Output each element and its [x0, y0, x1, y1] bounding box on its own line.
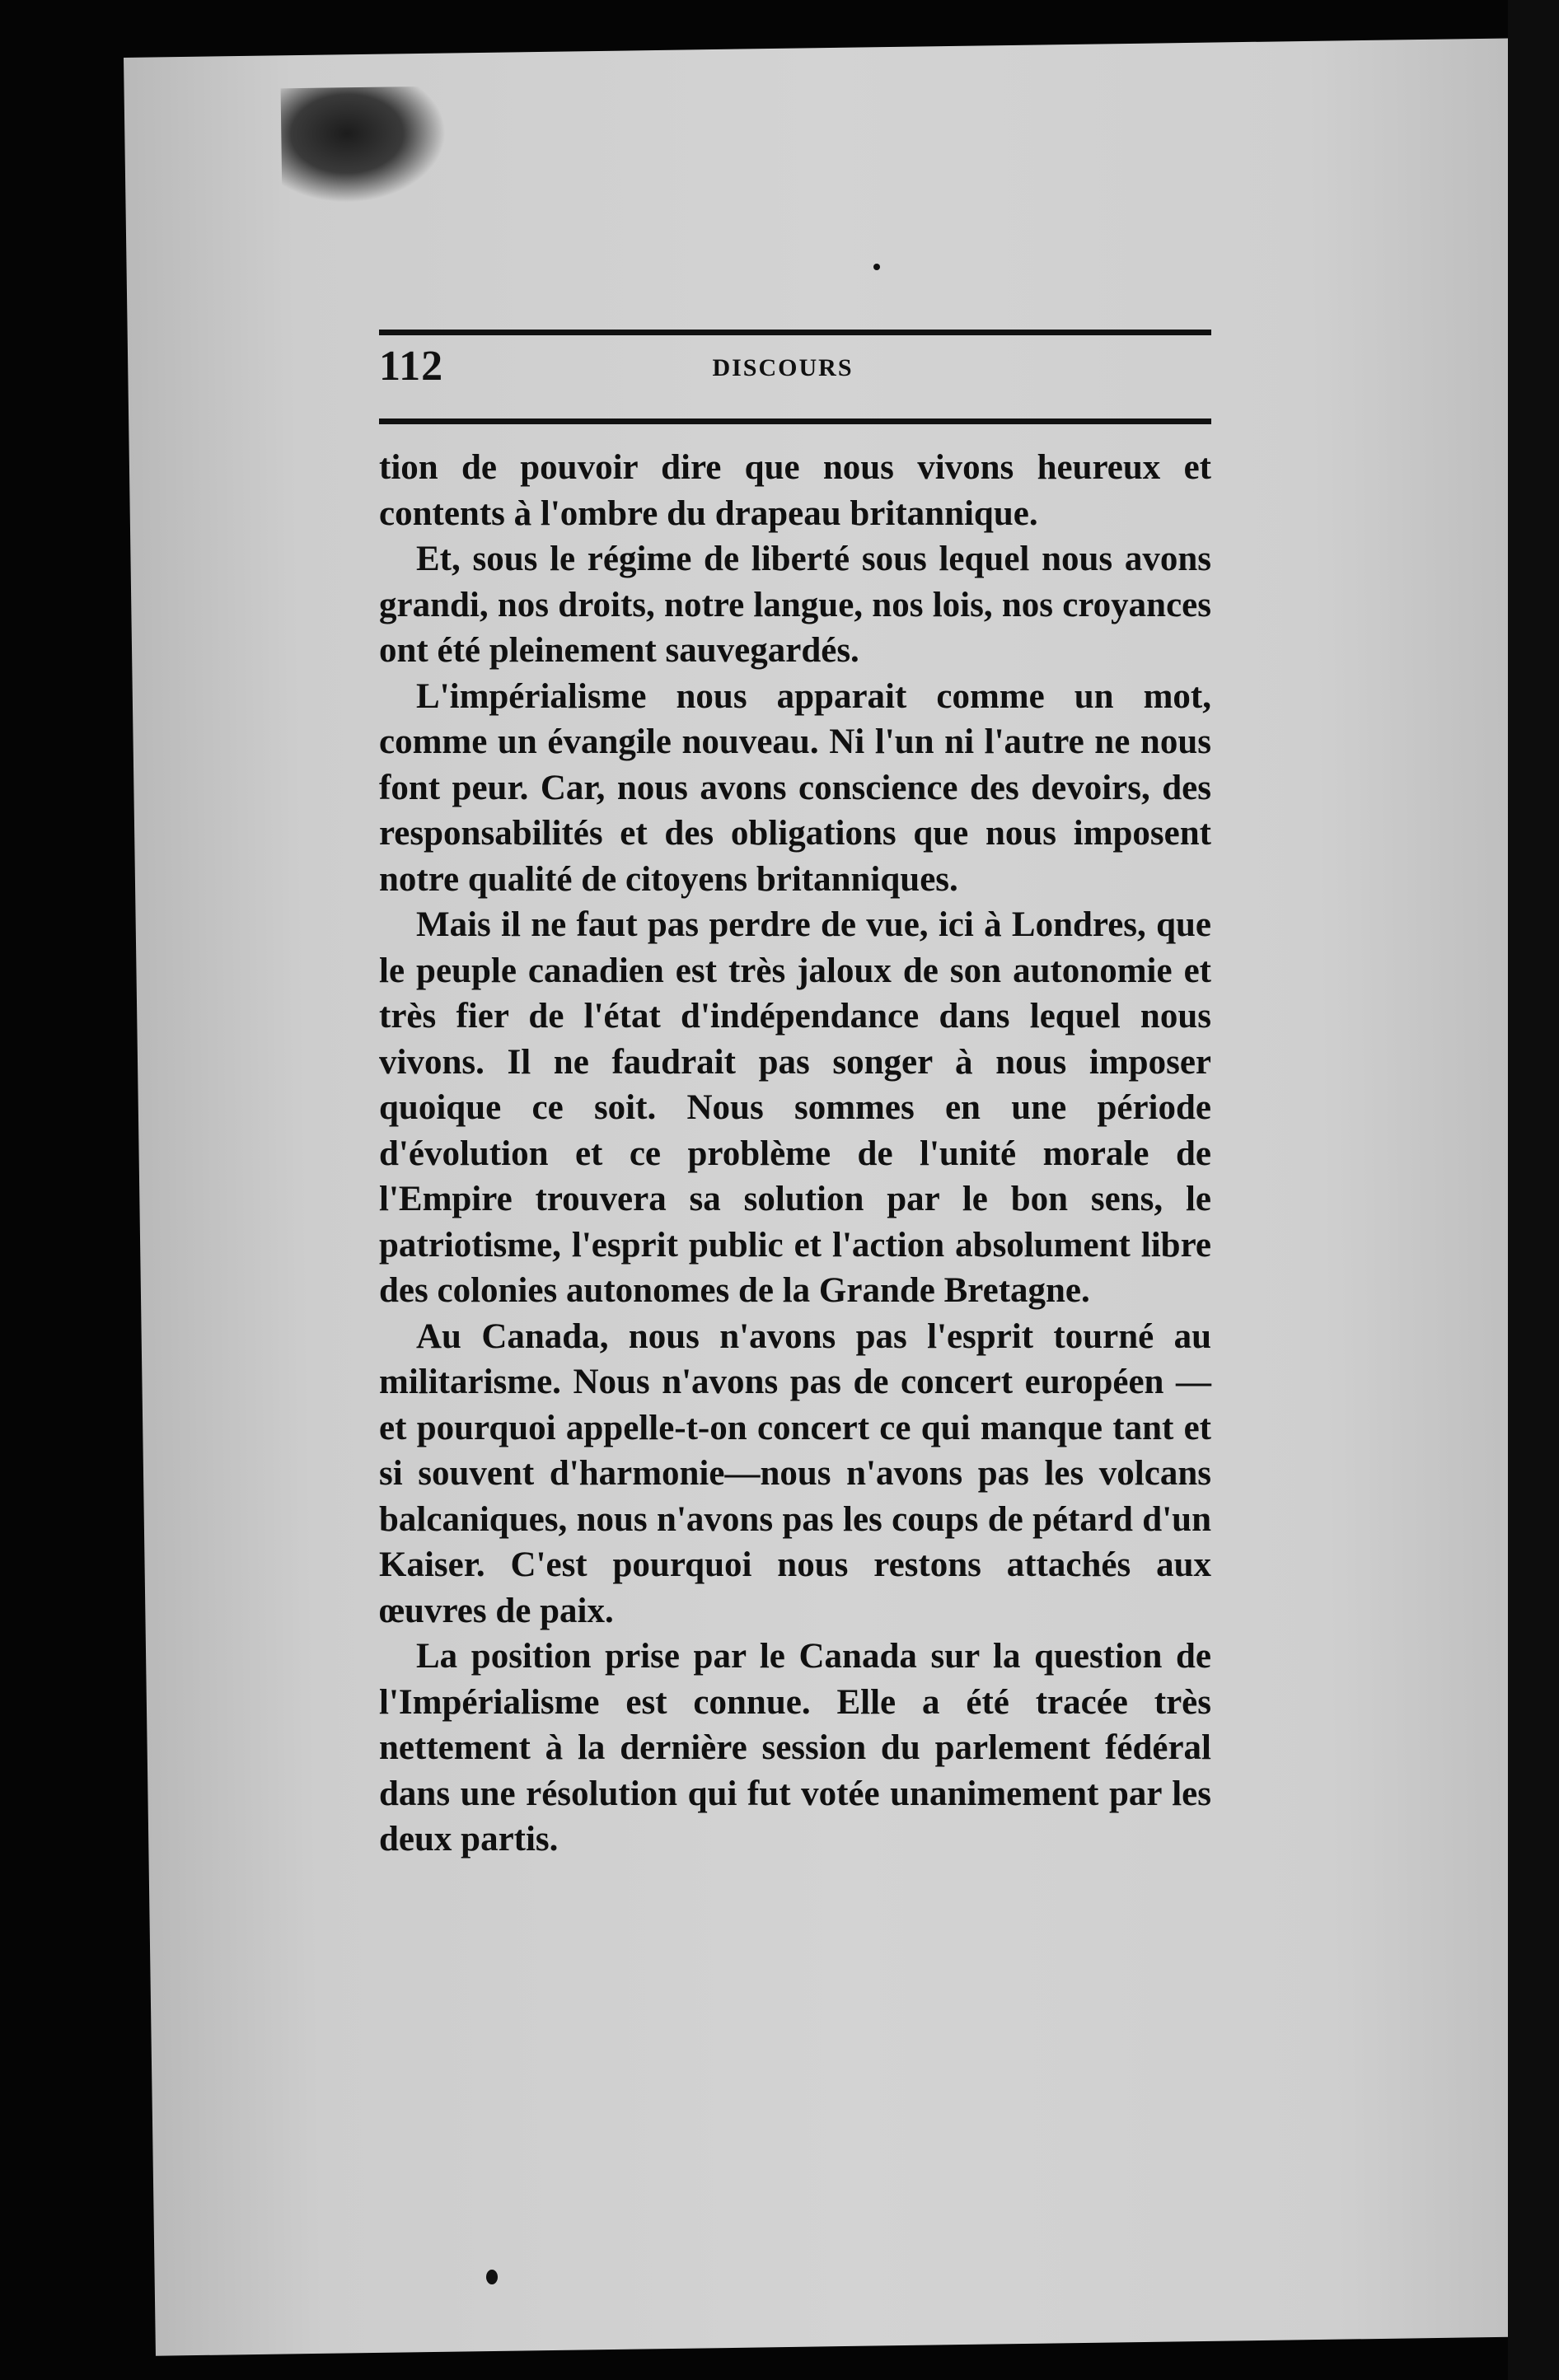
ink-spot: [873, 264, 880, 270]
header-rule-top: [379, 330, 1211, 335]
page-number: 112: [379, 343, 444, 390]
running-head: DISCOURS: [712, 354, 854, 381]
paragraph: tion de pouvoir dire que nous vivons heureux et contents à l'ombre du drapeau britannique.: [379, 448, 1211, 533]
ink-spot: [486, 2270, 498, 2284]
scan-border-right: [1508, 0, 1559, 2380]
header-rule-bottom: [379, 418, 1211, 424]
paragraph: La position prise par le Canada sur la question de l'Impérialisme est connue. Elle a été tracée très nettement à la dernière session du parlement fédéral dans une résolution qui fut votée unanimement par les deux partis.: [379, 1637, 1211, 1859]
paragraph: Et, sous le régime de liberté sous lequel nous avons grandi, nos droits, notre langue, nos lois, nos croyances ont été pleinement sauvegardés.: [379, 540, 1211, 670]
paragraph: L'impérialisme nous apparait comme un mot, comme un évangile nouveau. Ni l'un ni l'autre ne nous font peur. Car, nous avons conscience des devoirs, des responsabilités et des obligations que nous imposent notre qualité de citoyens britanniques.: [379, 676, 1211, 899]
body-text: [379, 445, 1211, 1863]
page-stain: [281, 87, 447, 204]
paragraph: Au Canada, nous n'avons pas l'esprit tourné au militarisme. Nous n'avons pas de concert européen —et pourquoi appelle-t-on concert ce qui manque tant et si souvent d'harmonie—nous n'avons pas les volcans balcaniques, nous n'avons pas les coups de pétard d'un Kaiser. C'est pourquoi nous restons attachés aux œuvres de paix.: [379, 1316, 1211, 1630]
paragraph: Mais il ne faut pas perdre de vue, ici à Londres, que le peuple canadien est très jaloux de son autonomie et très fier de l'état d'indépendance dans lequel nous vivons. Il ne faudrait pas songer à nous imposer quoique ce soit. Nous sommes en une période d'évolution et ce problème de l'unité morale de l'Empire trouvera sa solution par le bon sens, le patriotisme, l'esprit public et l'action absolument libre des colonies autonomes de la Grande Bretagne.: [379, 905, 1211, 1310]
